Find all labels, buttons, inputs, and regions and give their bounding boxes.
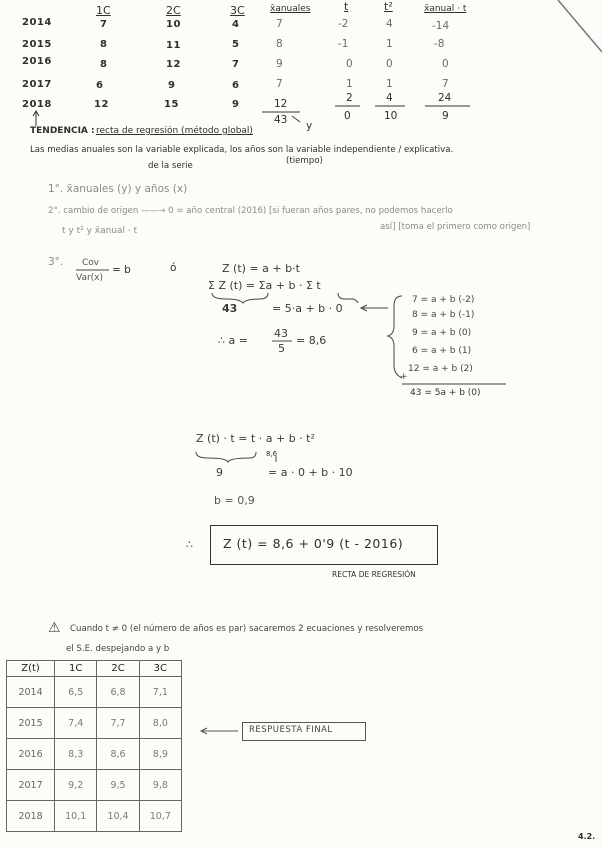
row-year: 2015 [7, 708, 55, 739]
cell-value: 10,7 [139, 801, 181, 832]
column-header: 2C [97, 661, 139, 677]
sum-value: 43 [222, 302, 238, 315]
cell-3c: 4 [232, 19, 240, 30]
system-sum: 43 = 5a + b (0) [410, 388, 481, 398]
a-result: = 8,6 [296, 334, 327, 347]
row-year: 2017 [7, 770, 55, 801]
cell-2c: 15 [164, 99, 179, 110]
table-row [7, 739, 182, 770]
cov-label: Cov [82, 258, 100, 268]
cell-t: -1 [338, 38, 349, 50]
step-2: 2°. cambio de origen ——→ 0 = año central (2016) [si fueran años pares, no podemos hacerlo [48, 206, 453, 216]
cell-mean: 8 [276, 38, 283, 50]
cell-1c: 8 [100, 59, 108, 70]
cell-mean-t: -8 [434, 38, 445, 50]
sum-expansion: = 5·a + b · 0 [272, 302, 343, 315]
table-row [7, 708, 182, 739]
row-year: 2016 [7, 739, 55, 770]
cell-2c: 9 [168, 80, 176, 91]
warning-icon: ⚠ [48, 620, 61, 636]
cell-t2: 4 [386, 92, 393, 104]
cell-3c: 5 [232, 39, 240, 50]
year-cell: 2017 [22, 79, 52, 90]
final-answer-label: RESPUESTA FINAL [249, 725, 333, 735]
cell-t: 2 [346, 92, 353, 104]
therefore-mark: ∴ [186, 538, 193, 551]
cell-2c: 11 [166, 40, 181, 51]
note-line-1: Cuando t ≠ 0 (el número de años es par) sacaremos 2 ecuaciones y resolveremos [70, 624, 424, 634]
cell-value: 6,8 [97, 677, 139, 708]
cell-value: 8,6 [97, 739, 139, 770]
tendencia-description-2: de la serie [148, 161, 193, 171]
header-mean: x̄anuales [270, 4, 311, 14]
cell-2c: 10 [166, 19, 181, 30]
system-row: 12 = a + b (2) [408, 364, 473, 374]
header-2c: 2C [166, 4, 181, 17]
cell-1c: 7 [100, 19, 108, 30]
model-equation: Z (t) = a + b·t [222, 262, 300, 275]
cell-mean-t: 24 [438, 92, 452, 104]
header-t: t [344, 0, 349, 13]
cell-3c: 6 [232, 80, 240, 91]
table-row [7, 770, 182, 801]
sum-equation: Σ Z (t) = Σa + b · Σ t [208, 279, 321, 292]
total-t2: 10 [384, 110, 398, 122]
cell-value: 8,3 [55, 739, 97, 770]
year-cell: 2016 [22, 56, 52, 67]
cell-mean-t: 7 [442, 78, 449, 90]
a-prefix: ∴ a = [218, 334, 248, 347]
table-row [7, 677, 182, 708]
cell-mean: 9 [276, 58, 283, 70]
final-equation-box [210, 525, 438, 565]
note-line-2: el S.E. despejando a y b [66, 644, 170, 654]
total-mean-t: 9 [442, 110, 449, 122]
a-numerator: 43 [274, 327, 288, 340]
cell-value: 10,4 [97, 801, 139, 832]
cell-t: 1 [346, 78, 353, 90]
result-table [6, 660, 182, 832]
cell-value: 6,5 [55, 677, 97, 708]
weighted-equation: Z (t) · t = t · a + b · t² [196, 432, 315, 445]
cell-mean: 12 [274, 98, 288, 110]
header-3c: 3C [230, 4, 245, 17]
cell-value: 7,7 [97, 708, 139, 739]
cell-1c: 12 [94, 99, 109, 110]
final-caption: RECTA DE REGRESIÓN [332, 570, 416, 579]
cell-mean: 7 [276, 18, 283, 30]
year-cell: 2014 [22, 17, 52, 28]
step-3: 3°. [48, 256, 64, 268]
tendencia-label: TENDENCIA : [30, 126, 95, 136]
final-answer-box [242, 722, 366, 741]
header-t2: t² [384, 0, 393, 13]
tendencia-text: recta de regresión (método global) [96, 126, 253, 136]
or-mark: ó [170, 262, 177, 274]
column-header: Z(t) [7, 661, 55, 677]
cell-3c: 9 [232, 99, 240, 110]
tendencia-tiempo: (tiempo) [286, 156, 323, 166]
cell-2c: 12 [166, 59, 181, 70]
cell-t: -2 [338, 18, 349, 30]
cell-t2: 1 [386, 78, 393, 90]
table-row [7, 801, 182, 832]
system-row: 9 = a + b (0) [412, 328, 472, 338]
weighted-expansion: = a · 0 + b · 10 [268, 466, 353, 479]
weighted-value: 9 [216, 466, 223, 479]
a-substitution: 8,6 [266, 450, 278, 458]
total-t: 0 [344, 110, 351, 122]
equals-b: = b [112, 264, 131, 276]
step-2-columns: t y t² y x̄anual · t [62, 226, 138, 236]
column-header: 1C [55, 661, 97, 677]
cell-value: 8,9 [139, 739, 181, 770]
cell-1c: 6 [96, 80, 104, 91]
system-row: 6 = a + b (1) [412, 346, 472, 356]
final-equation: Z (t) = 8,6 + 0'9 (t - 2016) [223, 536, 404, 551]
cell-mean-t: 0 [442, 58, 449, 70]
page-number: 4.2. [578, 832, 596, 841]
cell-3c: 7 [232, 59, 240, 70]
cell-t2: 0 [386, 58, 393, 70]
b-result: b = 0,9 [214, 494, 255, 507]
cell-t: 0 [346, 58, 353, 70]
step-2-note: así] [toma el primero como origen] [380, 222, 531, 232]
var-label: Var(x) [76, 273, 104, 283]
year-cell: 2018 [22, 99, 52, 110]
column-header: 3C [139, 661, 181, 677]
cell-mean-t: -14 [432, 20, 450, 32]
cell-mean: 7 [276, 78, 283, 90]
year-cell: 2015 [22, 39, 52, 50]
cell-1c: 8 [100, 39, 108, 50]
cell-t2: 1 [386, 38, 393, 50]
cell-value: 7,1 [139, 677, 181, 708]
plus-sign: + [400, 372, 408, 382]
system-row: 8 = a + b (-1) [412, 310, 475, 320]
cell-value: 9,2 [55, 770, 97, 801]
total-mean: 43 [274, 114, 288, 126]
header-1c: 1C [96, 4, 111, 17]
cell-value: 10,1 [55, 801, 97, 832]
row-year: 2018 [7, 801, 55, 832]
cell-value: 8,0 [139, 708, 181, 739]
header-mean-t: x̄anual · t [424, 4, 467, 14]
y-mark: y [306, 120, 313, 132]
cell-value: 9,5 [97, 770, 139, 801]
system-row: 7 = a + b (-2) [412, 295, 475, 305]
cell-value: 9,8 [139, 770, 181, 801]
step-1: 1°. x̄anuales (y) y años (x) [48, 183, 188, 195]
cell-t2: 4 [386, 18, 393, 30]
cell-value: 7,4 [55, 708, 97, 739]
a-denominator: 5 [278, 342, 285, 355]
row-year: 2014 [7, 677, 55, 708]
tendencia-description: Las medias anuales son la variable explicada, los años son la variable independiente / explicativa. [30, 145, 454, 155]
